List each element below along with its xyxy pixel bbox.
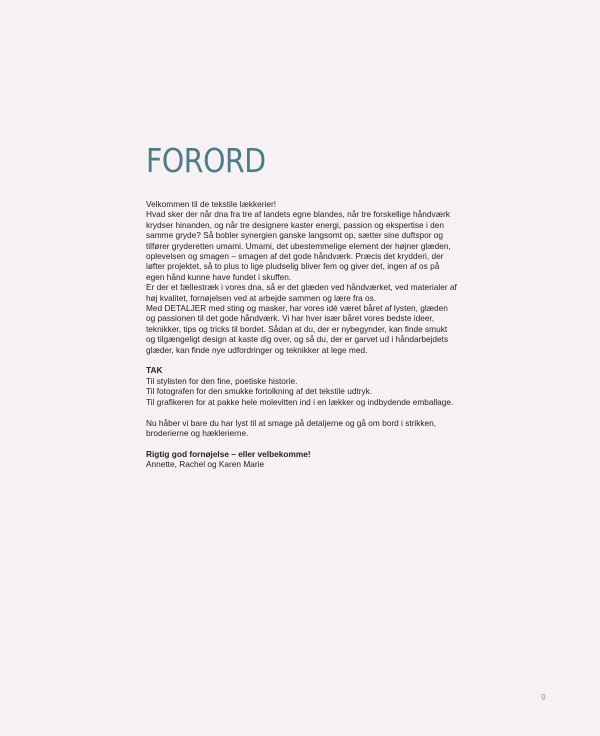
thanks-heading: TAK bbox=[146, 365, 163, 376]
thanks-line: Til stylisten for den fine, poetiske historie. bbox=[146, 375, 298, 386]
foreword-text bbox=[146, 199, 476, 470]
page-number: 9 bbox=[541, 692, 546, 702]
intro-line: krydser hinanden, og når tre designere kaster energi, passion og ekspertise i den bbox=[146, 219, 444, 230]
signoff-heading: Rigtig god fornøjelse – eller velbekomme! bbox=[146, 448, 311, 459]
intro-line: Med DETALJER med sting og masker, har vores idé været båret af lysten, glæden bbox=[146, 303, 448, 314]
intro-line: Er der et fællestræk i vores dna, så er det glæden ved håndværket, ved materialer af bbox=[146, 282, 457, 293]
intro-line: Velkommen til de tekstile lækkerier! bbox=[146, 199, 277, 209]
intro-line: og passionen til det gode håndværk. Vi har hver især båret vores bedste ideer, bbox=[146, 313, 435, 324]
intro-line: og tilgængeligt design at kaste dig over, og så du, der er garvet ud i håndarbejdets bbox=[146, 334, 449, 345]
intro-line: glæder, kan finde nye udfordringer og teknikker at lege med. bbox=[146, 344, 368, 355]
paragraph-gap bbox=[146, 438, 476, 448]
page-title: FORORD bbox=[146, 141, 266, 180]
intro-line: samme gryde? Så bobler synergien ganske langsomt op, sætter sine duftspor og bbox=[146, 230, 444, 241]
paragraph-gap bbox=[146, 355, 476, 365]
closing-line: Nu håber vi bare du har lyst til at smage på detaljerne og gå om bord i strikken, bbox=[146, 417, 437, 428]
thanks-line: Til fotografen for den smukke fortolkning af det tekstile udtryk. bbox=[146, 386, 373, 397]
intro-line: tilfører gryderetten umami. Umami, det ubestemmelige element der højner glæden, bbox=[146, 240, 451, 251]
intro-line: teknikker, tips og tricks til bordet. Sådan at du, der er nybegynder, kan finde smukt bbox=[146, 323, 448, 334]
intro-line: løfter projektet, så to plus to lige pludselig bliver fem og giver det, ingen af os på bbox=[146, 261, 440, 272]
intro-line: egen hånd kunne have fundet i skuffen. bbox=[146, 271, 292, 282]
intro-line: Hvad sker der når dna fra tre af landets egne blandes, når tre forskellige håndværk bbox=[146, 209, 450, 220]
signoff-names: Annette, Rachel og Karen Marie bbox=[146, 459, 265, 470]
intro-line: høj kvalitet, fornøjelsen ved at arbejde sammen og lære fra os. bbox=[146, 292, 377, 303]
intro-line: oplevelsen og smagen – smagen af det gode håndværk. Præcis det krydderi, der bbox=[146, 251, 444, 262]
thanks-line: Til grafikeren for at pakke hele molevitten ind i en lækker og indbydende emballage. bbox=[146, 396, 454, 407]
paragraph-gap bbox=[146, 407, 476, 417]
closing-line: broderierne og hæklerierne. bbox=[146, 427, 249, 438]
